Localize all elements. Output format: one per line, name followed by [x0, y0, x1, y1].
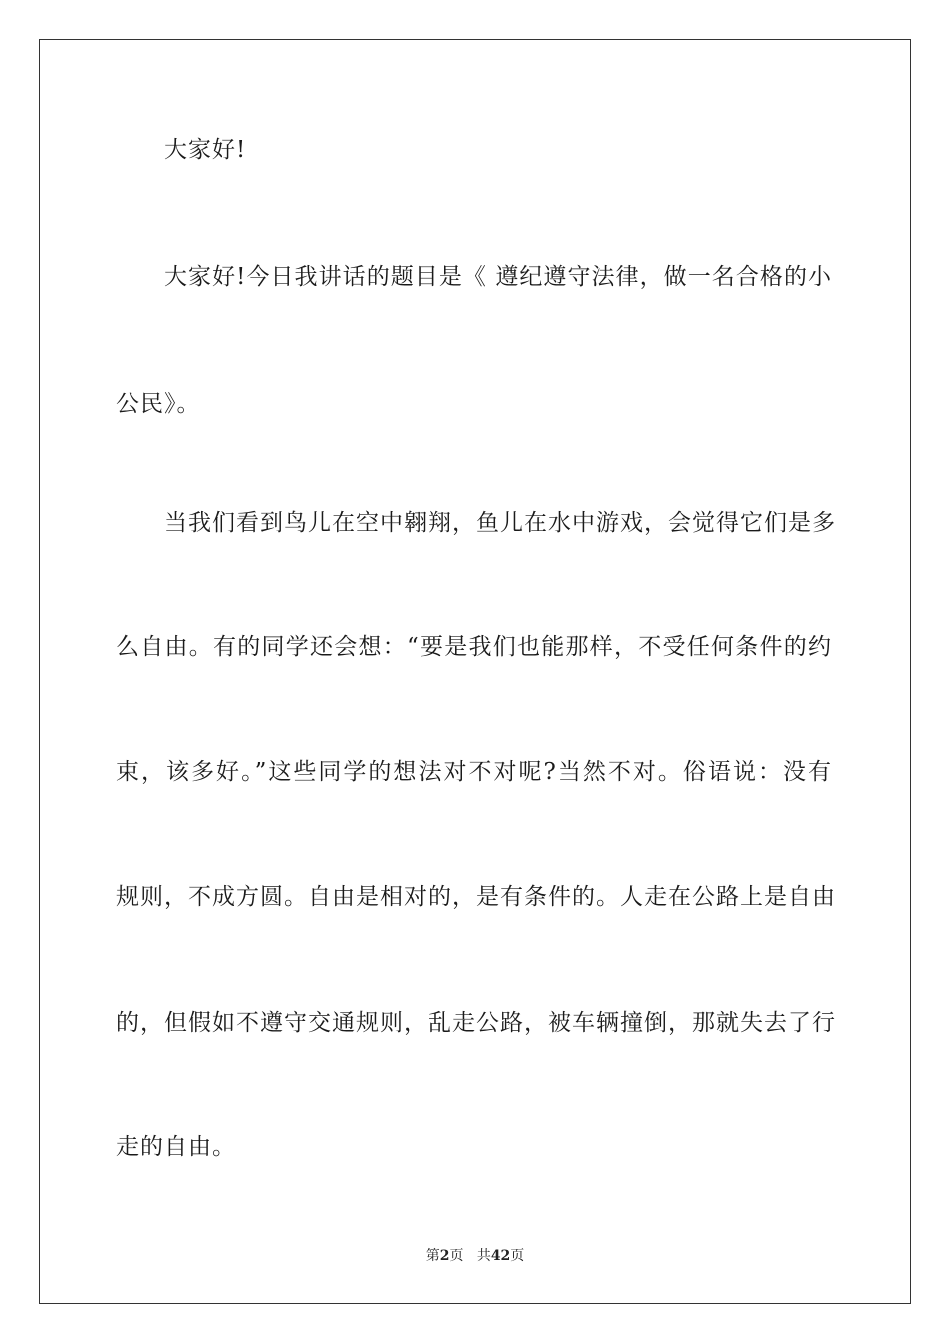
- paragraph-3-line-3: 束，该多好。”这些同学的想法对不对呢?当然不对。俗语说：没有: [116, 759, 832, 785]
- footer-total-suffix: 页: [510, 1248, 525, 1264]
- paragraph-3-line-5: 的，但假如不遵守交通规则，乱走公路，被车辆撞倒，那就失去了行: [116, 1010, 836, 1036]
- page-border: [39, 39, 911, 1304]
- paragraph-2-line-1: 大家好!今日我讲话的题目是《 遵纪遵守法律，做一名合格的小: [164, 264, 832, 290]
- paragraph-3-line-6: 走的自由。: [116, 1134, 236, 1160]
- paragraph-3-line-2: 么自由。有的同学还会想：“要是我们也能那样，不受任何条件的约: [116, 634, 832, 660]
- paragraph-3-line-4: 规则，不成方圆。自由是相对的，是有条件的。人走在公路上是自由: [116, 884, 836, 910]
- footer-page-suffix: 页: [449, 1248, 464, 1264]
- footer-total-prefix: 共: [476, 1248, 491, 1264]
- paragraph-2-line-2: 公民》。: [116, 391, 201, 417]
- footer-total-pages: 42: [490, 1248, 511, 1264]
- paragraph-3-line-1: 当我们看到鸟儿在空中翱翔，鱼儿在水中游戏，会觉得它们是多: [164, 510, 836, 536]
- footer-page-prefix: 第: [425, 1248, 440, 1264]
- page-footer: [0, 1247, 950, 1265]
- footer-page-number: 2: [439, 1248, 450, 1264]
- paragraph-1-line-1: 大家好!: [164, 137, 247, 163]
